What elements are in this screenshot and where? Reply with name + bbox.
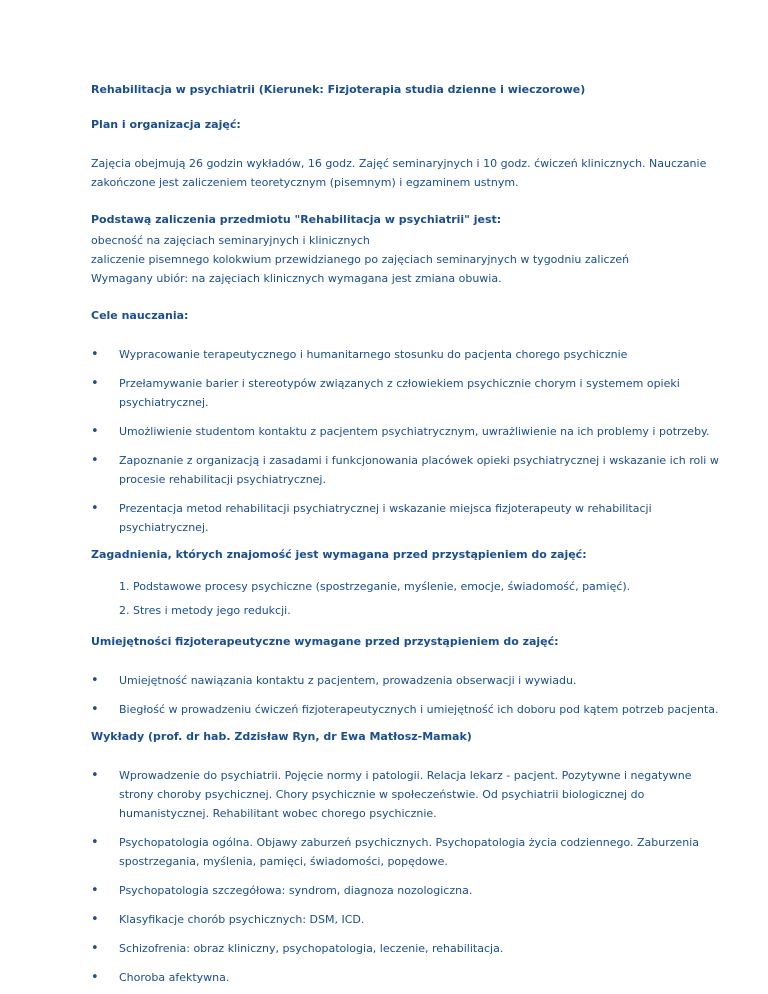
list-item	[91, 451, 728, 489]
list-item	[91, 833, 728, 871]
plan-heading: Plan i organizacja zajęć:	[91, 118, 241, 131]
zaliczenie-line: Wymagany ubiór: na zajęciach klinicznych wymagana jest zmiana obuwia.	[91, 272, 502, 285]
list-item-text: Umożliwienie studentom kontaktu z pacjentem psychiatrycznym, uwrażliwienie na ich problemy i potrzeby.	[119, 425, 710, 438]
bullet-icon: •	[91, 768, 99, 783]
list-item	[91, 345, 728, 364]
bullet-icon: •	[91, 941, 99, 956]
list-item: 2. Stres i metody jego redukcji.	[119, 604, 291, 617]
list-item-text: Wypracowanie terapeutycznego i humanitarnego stosunku do pacjenta chorego psychicznie	[119, 348, 628, 361]
zaliczenie-line: obecność na zajęciach seminaryjnych i klinicznych	[91, 234, 370, 247]
bullet-icon: •	[91, 883, 99, 898]
list-item-text: Schizofrenia: obraz kliniczny, psychopatologia, leczenie, rehabilitacja.	[119, 942, 504, 955]
list-item-text: Choroba afektywna.	[119, 971, 230, 984]
plan-text: Zajęcia obejmują 26 godzin wykładów, 16 godz. Zajęć seminaryjnych i 10 godz. ćwiczeń klinicznych. Nauczanie zakończone jest zaliczeniem teoretycznym (pisemnym) i egzaminem ustnym.	[91, 157, 707, 189]
cele-list	[91, 345, 728, 537]
list-item-text: Psychopatologia szczegółowa: syndrom, diagnoza nozologiczna.	[119, 884, 473, 897]
list-item	[91, 766, 728, 823]
list-item-text: Klasyfikacje chorób psychicznych: DSM, ICD.	[119, 913, 365, 926]
list-item-text: Prezentacja metod rehabilitacji psychiatrycznej i wskazanie miejsca fizjoterapeuty w rehabilitacji psychiatrycznej.	[119, 502, 652, 534]
bullet-icon: •	[91, 673, 99, 688]
wyklady-list	[91, 766, 728, 987]
list-item-text: Psychopatologia ogólna. Objawy zaburzeń psychicznych. Psychopatologia życia codziennego. Zaburzenia spostrzegania, myślenia, pamięci, świadomości, popędowe.	[119, 836, 700, 868]
list-item	[91, 881, 728, 900]
zagadnienia-list	[91, 577, 728, 620]
bullet-icon: •	[91, 453, 99, 468]
bullet-icon: •	[91, 835, 99, 850]
list-item-text: Biegłość w prowadzeniu ćwiczeń fizjoterapeutycznych i umiejętność ich doboru pod kątem potrzeb pacjenta.	[119, 703, 719, 716]
umiejetnosci-heading: Umiejętności fizjoterapeutyczne wymagane przed przystąpieniem do zajęć:	[91, 635, 559, 648]
list-item	[91, 910, 728, 929]
list-item-text: Przełamywanie barier i stereotypów związanych z człowiekiem psychicznie chorym i systemem opieki psychiatrycznej.	[119, 377, 680, 409]
list-item-text: Zapoznanie z organizacją i zasadami i funkcjonowania placówek opieki psychiatrycznej i wskazanie ich roli w procesie rehabilitacji psychiatrycznej.	[119, 454, 719, 486]
zaliczenie-line: zaliczenie pisemnego kolokwium przewidzianego po zajęciach seminaryjnych w tygodniu zaliczeń	[91, 253, 630, 266]
zagadnienia-heading: Zagadnienia, których znajomość jest wymagana przed przystąpieniem do zajęć:	[91, 548, 587, 561]
cele-heading: Cele nauczania:	[91, 309, 189, 322]
list-item	[91, 499, 728, 537]
list-item	[91, 939, 728, 958]
list-item-text: Umiejętność nawiązania kontaktu z pacjentem, prowadzenia obserwacji i wywiadu.	[119, 674, 577, 687]
bullet-icon: •	[91, 501, 99, 516]
list-item	[91, 374, 728, 412]
list-item	[91, 700, 728, 719]
zaliczenie-heading: Podstawą zaliczenia przedmiotu "Rehabilitacja w psychiatrii" jest:	[91, 213, 502, 226]
document-title: Rehabilitacja w psychiatrii (Kierunek: Fizjoterapia studia dzienne i wieczorowe)	[91, 83, 586, 96]
umiejetnosci-list	[91, 671, 728, 719]
bullet-icon: •	[91, 702, 99, 717]
list-item: 1. Podstawowe procesy psychiczne (spostrzeganie, myślenie, emocje, świadomość, pamięć).	[119, 580, 631, 593]
bullet-icon: •	[91, 912, 99, 927]
list-item	[91, 671, 728, 690]
bullet-icon: •	[91, 424, 99, 439]
list-item-text: Wprowadzenie do psychiatrii. Pojęcie normy i patologii. Relacja lekarz - pacjent. Pozytywne i negatywne strony choroby psychicznej. Chory psychicznie w społeczeństwie. Od psychiatrii biologicznej do humanistycznej. Rehabilitant wobec chorego psychicznie.	[119, 769, 692, 820]
wyklady-heading: Wykłady (prof. dr hab. Zdzisław Ryn, dr Ewa Matłosz-Mamak)	[91, 730, 472, 743]
bullet-icon: •	[91, 376, 99, 391]
bullet-icon: •	[91, 970, 99, 985]
list-item	[91, 968, 728, 987]
list-item	[91, 422, 728, 441]
bullet-icon: •	[91, 347, 99, 362]
